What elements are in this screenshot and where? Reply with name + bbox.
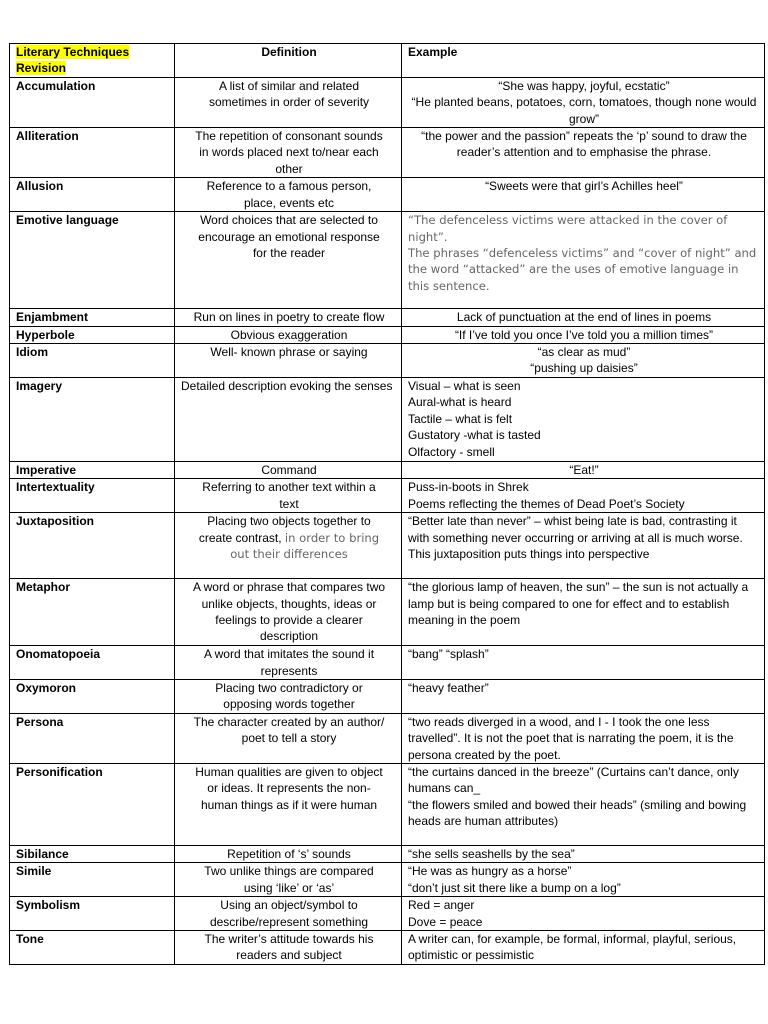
example-cell: Lack of punctuation at the end of lines in poems (402, 309, 765, 326)
table-row (10, 309, 765, 326)
table-row (10, 77, 765, 127)
table-row (10, 513, 765, 579)
definition-cell: Run on lines in poetry to create flow (175, 309, 402, 326)
table-row (10, 479, 765, 513)
header-title-cell (10, 44, 175, 78)
example-cell: “Sweets were that girl’s Achilles heel” (402, 178, 765, 212)
example-cell: “bang” “splash” (402, 646, 765, 680)
table-row (10, 646, 765, 680)
definition-cell: The repetition of consonant sounds in words placed next to/near each other (175, 128, 402, 178)
definition-cell: Two unlike things are compared using ‘like’ or ‘as’ (175, 863, 402, 897)
table-header-row (10, 44, 765, 78)
table-row (10, 212, 765, 309)
term-cell: Imagery (10, 377, 175, 461)
term-cell: Emotive language (10, 212, 175, 309)
term-cell: Allusion (10, 178, 175, 212)
example-cell: “two reads diverged in a wood, and I - I took the one less travelled”. It is not the poet that is narrating the poem, it is the persona created by the poet. (402, 713, 765, 763)
term-cell: Tone (10, 930, 175, 964)
term-cell: Intertextuality (10, 479, 175, 513)
table-row (10, 845, 765, 862)
example-cell: “If I’ve told you once I’ve told you a million times” (402, 326, 765, 343)
example-cell: “the curtains danced in the breeze” (Curtains can’t dance, only humans can_ “the flowers smiled and bowed their heads” (smiling and bowing heads are human attributes) (402, 763, 765, 845)
example-cell: “She was happy, joyful, ecstatic” “He planted beans, potatoes, corn, tomatoes, though none would grow” (402, 77, 765, 127)
table-row (10, 344, 765, 378)
example-cell: “Better late than never” – whist being late is bad, contrasting it with something never occurring or arriving at all is much worse. This juxtaposition puts things into perspective (402, 513, 765, 579)
term-cell: Accumulation (10, 77, 175, 127)
definition-cell: Reference to a famous person, place, events etc (175, 178, 402, 212)
table-row (10, 128, 765, 178)
term-cell: Simile (10, 863, 175, 897)
definition-cell: Well- known phrase or saying (175, 344, 402, 378)
term-cell: Juxtaposition (10, 513, 175, 579)
term-cell: Personification (10, 763, 175, 845)
literary-techniques-table (9, 43, 765, 965)
revision-sheet (9, 43, 764, 965)
term-cell: Hyperbole (10, 326, 175, 343)
example-cell: “she sells seashells by the sea” (402, 845, 765, 862)
table-row (10, 178, 765, 212)
term-cell: Onomatopoeia (10, 646, 175, 680)
example-cell: “heavy feather” (402, 679, 765, 713)
term-cell: Oxymoron (10, 679, 175, 713)
term-cell: Persona (10, 713, 175, 763)
definition-cell: The writer’s attitude towards his readers and subject (175, 930, 402, 964)
table-row (10, 679, 765, 713)
table-row (10, 763, 765, 845)
table-row (10, 930, 765, 964)
term-cell: Sibilance (10, 845, 175, 862)
example-cell: “as clear as mud” “pushing up daisies” (402, 344, 765, 378)
term-cell: Enjambment (10, 309, 175, 326)
definition-cell: Obvious exaggeration (175, 326, 402, 343)
table-row (10, 897, 765, 931)
term-cell: Alliteration (10, 128, 175, 178)
example-cell: “the glorious lamp of heaven, the sun” – the sun is not actually a lamp but is being compared to one for effect and to establish meaning in the poem (402, 579, 765, 646)
definition-cell: A list of similar and related sometimes in order of severity (175, 77, 402, 127)
header-definition: Definition (175, 44, 402, 78)
example-cell: Puss-in-boots in Shrek Poems reflecting the themes of Dead Poet’s Society (402, 479, 765, 513)
example-cell: Red = anger Dove = peace (402, 897, 765, 931)
definition-cell: Placing two contradictory or opposing words together (175, 679, 402, 713)
term-cell: Symbolism (10, 897, 175, 931)
definition-cell: Placing two objects together to create contrast, in order to bring out their differences (175, 513, 402, 579)
example-cell: “The defenceless victims were attacked in the cover of night”. The phrases “defenceless victims” and “cover of night” and the word “attacked” are the uses of emotive language in this sentence. (402, 212, 765, 309)
table-row (10, 863, 765, 897)
table-row (10, 326, 765, 343)
definition-cell: Referring to another text within a text (175, 479, 402, 513)
definition-cell: Repetition of ‘s’ sounds (175, 845, 402, 862)
term-cell: Imperative (10, 461, 175, 478)
term-cell: Idiom (10, 344, 175, 378)
definition-cell: A word that imitates the sound it represents (175, 646, 402, 680)
example-cell: “Eat!” (402, 461, 765, 478)
sheet-title: Literary Techniques Revision (16, 45, 130, 76)
definition-cell: Human qualities are given to object or ideas. It represents the non- human things as if it were human (175, 763, 402, 845)
definition-cell: Command (175, 461, 402, 478)
table-row (10, 579, 765, 646)
example-cell: Visual – what is seen Aural-what is heard Tactile – what is felt Gustatory -what is tasted Olfactory - smell (402, 377, 765, 461)
example-cell: “the power and the passion” repeats the ‘p’ sound to draw the reader’s attention and to emphasise the phrase. (402, 128, 765, 178)
table-row (10, 713, 765, 763)
definition-cell: Word choices that are selected to encourage an emotional response for the reader (175, 212, 402, 309)
header-example: Example (402, 44, 765, 78)
definition-cell: A word or phrase that compares two unlike objects, thoughts, ideas or feelings to provide a clearer description (175, 579, 402, 646)
definition-cell: Using an object/symbol to describe/represent something (175, 897, 402, 931)
example-cell: A writer can, for example, be formal, informal, playful, serious, optimistic or pessimistic (402, 930, 765, 964)
table-row (10, 461, 765, 478)
term-cell: Metaphor (10, 579, 175, 646)
definition-cell: The character created by an author/ poet to tell a story (175, 713, 402, 763)
definition-cell: Detailed description evoking the senses (175, 377, 402, 461)
table-row (10, 377, 765, 461)
example-cell: “He was as hungry as a horse” “don’t just sit there like a bump on a log” (402, 863, 765, 897)
